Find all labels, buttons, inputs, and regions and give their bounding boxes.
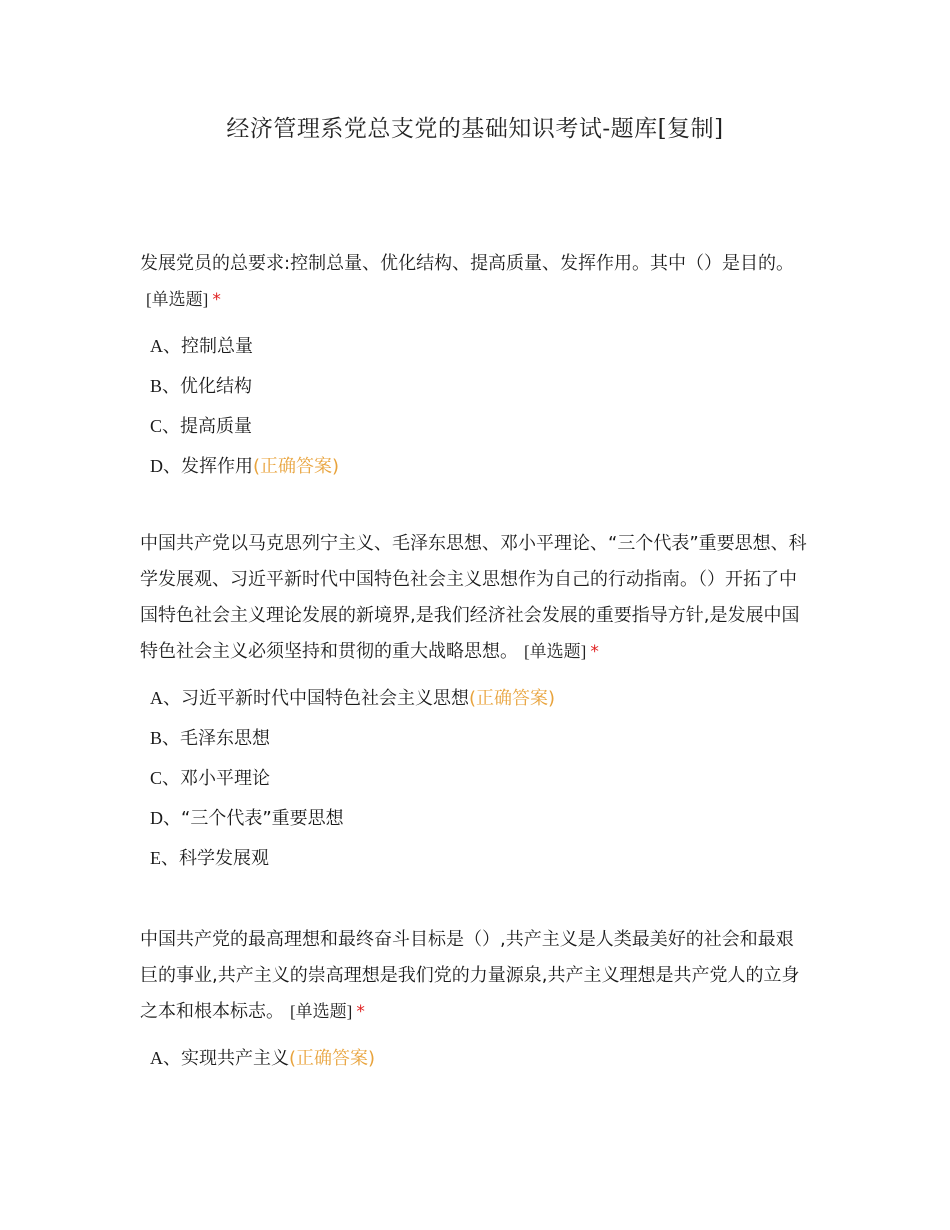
option-c[interactable] — [140, 758, 810, 798]
option-d[interactable] — [140, 446, 810, 486]
option-a[interactable] — [140, 678, 810, 718]
question-text: 发展党员的总要求:控制总量、优化结构、提高质量、发挥作用。其中（）是目的。[单选题] * — [140, 253, 795, 310]
required-mark: * — [356, 1002, 365, 1022]
correct-answer-label: (正确答案) — [469, 688, 556, 709]
option-d[interactable] — [140, 798, 810, 838]
correct-answer-label: (正确答案) — [253, 456, 340, 477]
option-list — [140, 1038, 810, 1078]
option-letter: E、 — [150, 848, 179, 868]
page-title: 经济管理系党总支党的基础知识考试-题库[复制] — [226, 116, 724, 142]
option-text: 发挥作用 — [181, 456, 253, 477]
option-text: 毛泽东思想 — [180, 728, 271, 749]
question-text: 中国共产党的最高理想和最终奋斗目标是（）,共产主义是人类最美好的社会和最艰巨的事业,共产主义的崇高理想是我们党的力量源泉,共产主义理想是共产党人的立身之本和根本标志。 [单选题] * — [140, 929, 800, 1022]
required-mark: * — [212, 290, 221, 310]
option-c[interactable] — [140, 406, 810, 446]
option-letter: C、 — [150, 768, 181, 788]
option-text: 科学发展观 — [179, 848, 269, 869]
option-letter: B、 — [150, 376, 181, 396]
option-letter: B、 — [150, 728, 181, 748]
option-e[interactable] — [140, 838, 810, 878]
question-3 — [140, 922, 810, 1078]
option-text: 邓小平理论 — [180, 768, 271, 789]
option-text: 实现共产主义 — [181, 1048, 289, 1069]
question-type: [单选题] — [524, 642, 587, 661]
option-a[interactable] — [140, 326, 810, 366]
option-list — [140, 326, 810, 486]
option-text: “三个代表”重要思想 — [181, 808, 344, 829]
option-b[interactable] — [140, 718, 810, 758]
correct-answer-label: (正确答案) — [289, 1048, 376, 1069]
question-type: [单选题] — [146, 290, 209, 309]
question-type: [单选题] — [290, 1002, 353, 1021]
option-text: 提高质量 — [180, 416, 253, 437]
option-letter: D、 — [150, 808, 181, 828]
option-b[interactable] — [140, 366, 810, 406]
option-list — [140, 678, 810, 878]
option-text: 控制总量 — [181, 336, 253, 357]
option-a[interactable] — [140, 1038, 810, 1078]
option-letter: A、 — [150, 1048, 181, 1068]
question-2 — [140, 526, 810, 878]
question-text: 中国共产党以马克思列宁主义、毛泽东思想、邓小平理论、“三个代表”重要思想、科学发展观、习近平新时代中国特色社会主义思想作为自己的行动指南。（）开拓了中国特色社会主义理论发展的新境界,是我们经济社会发展的重要指导方针,是发展中国特色社会主义必须坚持和贯彻的重大战略思想。 [单选题] * — [140, 533, 807, 662]
option-letter: A、 — [150, 336, 181, 356]
option-text: 优化结构 — [180, 376, 253, 397]
option-letter: A、 — [150, 688, 181, 708]
required-mark: * — [590, 642, 599, 662]
option-letter: C、 — [150, 416, 181, 436]
option-text: 习近平新时代中国特色社会主义思想 — [181, 688, 469, 709]
option-letter: D、 — [150, 456, 181, 476]
question-1 — [140, 246, 810, 486]
